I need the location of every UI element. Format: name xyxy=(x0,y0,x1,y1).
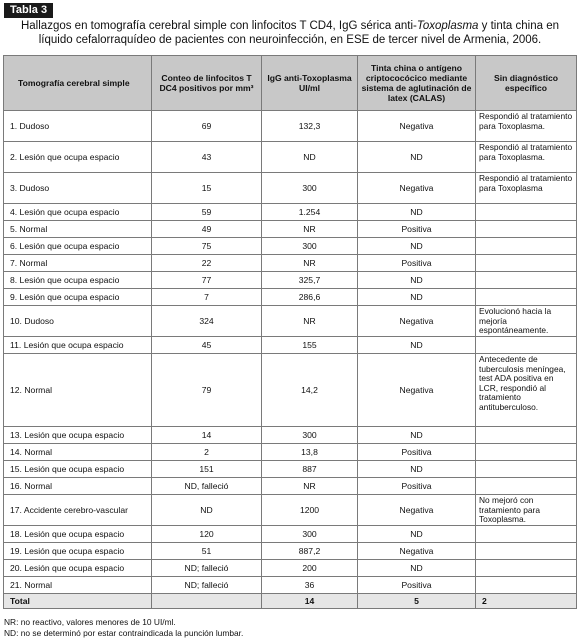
cell-tomografia: 19. Lesión que ocupa espacio xyxy=(4,543,152,560)
cell-cd4: 151 xyxy=(152,461,262,478)
cell-sin-diagnostico xyxy=(476,337,577,354)
total-cd4 xyxy=(152,594,262,609)
cell-sin-diagnostico xyxy=(476,478,577,495)
cell-tomografia: 14. Normal xyxy=(4,444,152,461)
cell-igg: 300 xyxy=(262,173,358,204)
table-number-badge: Tabla 3 xyxy=(4,3,53,18)
table-row xyxy=(4,427,577,444)
cell-cd4: 22 xyxy=(152,255,262,272)
table-row xyxy=(4,238,577,255)
cell-tomografia: 3. Dudoso xyxy=(4,173,152,204)
cell-tomografia: 15. Lesión que ocupa espacio xyxy=(4,461,152,478)
table-body xyxy=(4,111,577,609)
footnote-nr: NR: no reactivo, valores menores de 10 UI/ml. xyxy=(4,617,176,627)
cell-cd4: 2 xyxy=(152,444,262,461)
cell-tinta-china: Negativa xyxy=(358,173,476,204)
cell-igg: 13,8 xyxy=(262,444,358,461)
cell-tomografia: 6. Lesión que ocupa espacio xyxy=(4,238,152,255)
cell-tinta-china: ND xyxy=(358,526,476,543)
table-row xyxy=(4,306,577,337)
cell-sin-diagnostico xyxy=(476,204,577,221)
cell-igg: 200 xyxy=(262,560,358,577)
caption-italic-term: Toxoplasma xyxy=(416,20,479,32)
cell-tinta-china: ND xyxy=(358,427,476,444)
cell-tinta-china: ND xyxy=(358,461,476,478)
cell-sin-diagnostico: Evolucionó hacia la mejoría espontáneamente. xyxy=(476,306,577,337)
table-row xyxy=(4,577,577,594)
header-tomografia: Tomografía cerebral simple xyxy=(4,56,152,111)
table-row xyxy=(4,111,577,142)
table-row xyxy=(4,337,577,354)
header-sin-diagnostico: Sin diagnóstico específico xyxy=(476,56,577,111)
cell-sin-diagnostico: No mejoró con tratamiento para Toxoplasma. xyxy=(476,495,577,526)
table-row xyxy=(4,526,577,543)
cell-cd4: 59 xyxy=(152,204,262,221)
cell-cd4: 14 xyxy=(152,427,262,444)
cell-tomografia: 17. Accidente cerebro-vascular xyxy=(4,495,152,526)
cell-sin-diagnostico xyxy=(476,461,577,478)
cell-sin-diagnostico xyxy=(476,577,577,594)
table-row xyxy=(4,221,577,238)
cell-cd4: 75 xyxy=(152,238,262,255)
cell-sin-diagnostico xyxy=(476,444,577,461)
cell-cd4: 49 xyxy=(152,221,262,238)
cell-tomografia: 21. Normal xyxy=(4,577,152,594)
cell-igg: 300 xyxy=(262,427,358,444)
cell-igg: 300 xyxy=(262,238,358,255)
cell-igg: 155 xyxy=(262,337,358,354)
total-sin-diagnostico: 2 xyxy=(476,594,577,609)
cell-cd4: 120 xyxy=(152,526,262,543)
cell-sin-diagnostico xyxy=(476,543,577,560)
table-row xyxy=(4,272,577,289)
cell-igg: 286,6 xyxy=(262,289,358,306)
cell-tomografia: 20. Lesión que ocupa espacio xyxy=(4,560,152,577)
cell-tomografia: 12. Normal xyxy=(4,354,152,427)
table-row xyxy=(4,354,577,427)
total-label: Total xyxy=(4,594,152,609)
table-row xyxy=(4,204,577,221)
header-cd4: Conteo de linfocitos T DC4 positivos por mm³ xyxy=(152,56,262,111)
table-caption xyxy=(3,19,577,47)
cell-sin-diagnostico xyxy=(476,526,577,543)
cell-igg: NR xyxy=(262,255,358,272)
cell-igg: NR xyxy=(262,221,358,238)
cell-sin-diagnostico xyxy=(476,560,577,577)
cell-tomografia: 13. Lesión que ocupa espacio xyxy=(4,427,152,444)
cell-igg: 1.254 xyxy=(262,204,358,221)
cell-tinta-china: Positiva xyxy=(358,444,476,461)
cell-tinta-china: Negativa xyxy=(358,543,476,560)
cell-tinta-china: ND xyxy=(358,272,476,289)
header-igg: IgG anti-Toxoplasma UI/ml xyxy=(262,56,358,111)
cell-sin-diagnostico: Respondió al tratamiento para Toxoplasma xyxy=(476,173,577,204)
cell-tinta-china: ND xyxy=(358,238,476,255)
cell-tinta-china: Positiva xyxy=(358,255,476,272)
cell-tomografia: 1. Dudoso xyxy=(4,111,152,142)
cell-cd4: 69 xyxy=(152,111,262,142)
table-row xyxy=(4,543,577,560)
cell-tinta-china: Negativa xyxy=(358,495,476,526)
cell-igg: 132,3 xyxy=(262,111,358,142)
cell-tomografia: 10. Dudoso xyxy=(4,306,152,337)
cell-tomografia: 5. Normal xyxy=(4,221,152,238)
cell-cd4: 324 xyxy=(152,306,262,337)
cell-igg: 887,2 xyxy=(262,543,358,560)
cell-tomografia: 4. Lesión que ocupa espacio xyxy=(4,204,152,221)
results-table xyxy=(3,55,577,609)
cell-cd4: 7 xyxy=(152,289,262,306)
table-row xyxy=(4,289,577,306)
cell-igg: ND xyxy=(262,142,358,173)
cell-sin-diagnostico xyxy=(476,427,577,444)
cell-tomografia: 2. Lesión que ocupa espacio xyxy=(4,142,152,173)
cell-cd4: ND, falleció xyxy=(152,478,262,495)
footnote-nd: ND: no se determinó por estar contraindicada la punción lumbar. xyxy=(4,628,244,638)
table-row xyxy=(4,495,577,526)
table-header-row xyxy=(4,56,577,111)
cell-tinta-china: ND xyxy=(358,289,476,306)
cell-tomografia: 11. Lesión que ocupa espacio xyxy=(4,337,152,354)
cell-tinta-china: Positiva xyxy=(358,478,476,495)
table-row xyxy=(4,560,577,577)
cell-igg: 887 xyxy=(262,461,358,478)
cell-igg: NR xyxy=(262,478,358,495)
cell-tinta-china: Negativa xyxy=(358,111,476,142)
cell-tomografia: 8. Lesión que ocupa espacio xyxy=(4,272,152,289)
total-tinta-china: 5 xyxy=(358,594,476,609)
cell-tinta-china: Negativa xyxy=(358,306,476,337)
cell-tomografia: 9. Lesión que ocupa espacio xyxy=(4,289,152,306)
table-row xyxy=(4,142,577,173)
cell-tinta-china: Positiva xyxy=(358,221,476,238)
cell-tomografia: 16. Normal xyxy=(4,478,152,495)
cell-igg: 1200 xyxy=(262,495,358,526)
cell-sin-diagnostico: Respondió al tratamiento para Toxoplasma. xyxy=(476,142,577,173)
cell-igg: 36 xyxy=(262,577,358,594)
cell-igg: 300 xyxy=(262,526,358,543)
table-total-row xyxy=(4,594,577,609)
cell-cd4: 43 xyxy=(152,142,262,173)
cell-cd4: ND; falleció xyxy=(152,577,262,594)
cell-igg: 325,7 xyxy=(262,272,358,289)
table-footnotes xyxy=(4,617,243,639)
cell-tomografia: 7. Normal xyxy=(4,255,152,272)
table-row xyxy=(4,461,577,478)
table-row xyxy=(4,444,577,461)
cell-sin-diagnostico xyxy=(476,289,577,306)
header-tinta-china: Tinta china o antígeno criptococócico mediante sistema de aglutinación de latex (CALAS) xyxy=(358,56,476,111)
cell-tinta-china: ND xyxy=(358,142,476,173)
cell-tinta-china: ND xyxy=(358,560,476,577)
total-igg: 14 xyxy=(262,594,358,609)
cell-sin-diagnostico: Respondió al tratamiento para Toxoplasma. xyxy=(476,111,577,142)
cell-sin-diagnostico xyxy=(476,221,577,238)
cell-sin-diagnostico xyxy=(476,255,577,272)
caption-text-2: y tinta china en líquido cefalorraquídeo de pacientes con neuroinfección, en ESE de tercer nivel de Armenia, 2006. xyxy=(38,20,560,46)
cell-cd4: ND; falleció xyxy=(152,560,262,577)
caption-text-1: Hallazgos en tomografía cerebral simple con linfocitos T CD4, IgG sérica anti- xyxy=(20,20,417,32)
cell-sin-diagnostico xyxy=(476,272,577,289)
cell-igg: 14,2 xyxy=(262,354,358,427)
table-row xyxy=(4,478,577,495)
table-row xyxy=(4,173,577,204)
cell-cd4: 79 xyxy=(152,354,262,427)
cell-tinta-china: Negativa xyxy=(358,354,476,427)
cell-igg: NR xyxy=(262,306,358,337)
cell-tinta-china: Positiva xyxy=(358,577,476,594)
cell-cd4: 45 xyxy=(152,337,262,354)
cell-cd4: ND xyxy=(152,495,262,526)
cell-cd4: 77 xyxy=(152,272,262,289)
cell-tomografia: 18. Lesión que ocupa espacio xyxy=(4,526,152,543)
cell-tinta-china: ND xyxy=(358,204,476,221)
cell-sin-diagnostico: Antecedente de tuberculosis meníngea, test ADA positiva en LCR, respondió al tratamiento antituberculoso. xyxy=(476,354,577,427)
cell-cd4: 51 xyxy=(152,543,262,560)
cell-sin-diagnostico xyxy=(476,238,577,255)
cell-cd4: 15 xyxy=(152,173,262,204)
cell-tinta-china: ND xyxy=(358,337,476,354)
table-row xyxy=(4,255,577,272)
